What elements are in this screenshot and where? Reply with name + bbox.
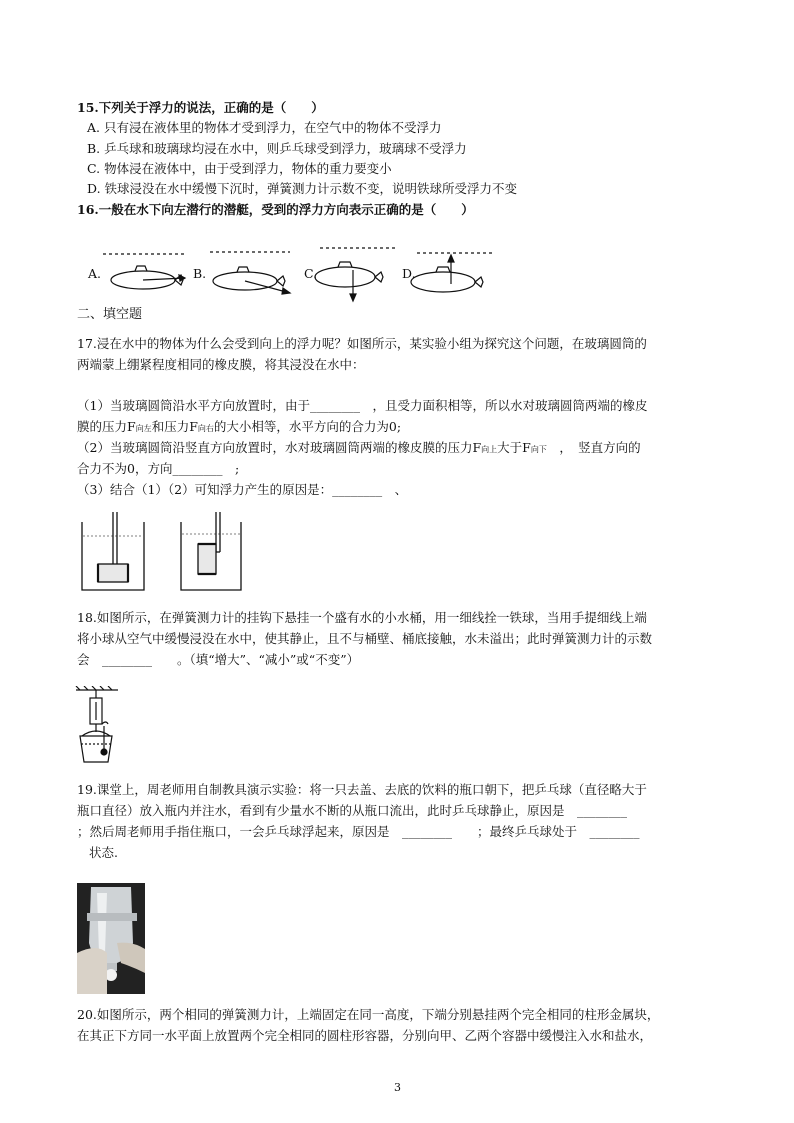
q17-part1-line1: （1）当玻璃圆筒沿水平方向放置时，由于________ ，且受力面积相等，所以水对玻璃圆筒两端的橡皮 xyxy=(77,398,648,413)
q17-part1-line2: 膜的压力F向左和压力F向右的大小相等，水平方向的合力为0; xyxy=(77,419,402,434)
q15-option-b: B. 乒乓球和玻璃球均浸在水中，则乒乓球受到浮力，玻璃球不受浮力 xyxy=(87,141,467,156)
q15-option-a: A. 只有浸在液体里的物体才受到浮力，在空气中的物体不受浮力 xyxy=(87,120,442,135)
q20-line2: 在其正下方同一水平面上放置两个完全相同的圆柱形容器，分别向甲、乙两个容器中缓慢注入水和盐水， xyxy=(77,1028,653,1043)
q17-part3: （3）结合（1）（2）可知浮力产生的原因是：________ 、 xyxy=(77,482,408,497)
submarine-d-icon xyxy=(411,255,483,292)
spring-scale-bucket-figure xyxy=(74,686,124,766)
submarine-b-icon xyxy=(213,267,290,294)
submarine-c-icon xyxy=(315,262,383,301)
q18-line3: 会 ________ 。（填“增大”、“减小”或“不变”） xyxy=(77,652,360,667)
q19-line3: ；然后周老师用手指住瓶口，一会乒乓球浮起来，原因是 ________ ；最终乒乓球处于 ________ xyxy=(77,824,640,839)
q16-stem: 16.一般在水下向左潜行的潜艇，受到的浮力方向表示正确的是（ ） xyxy=(77,202,474,217)
section-title-fill-in: 二、填空题 xyxy=(77,307,143,322)
q16-label-a: A. xyxy=(88,266,102,281)
q16-label-b: B. xyxy=(193,266,207,281)
submarine-options-figure xyxy=(95,244,500,304)
page-number: 3 xyxy=(394,1081,401,1094)
q20-line1: 20.如图所示，两个相同的弹簧测力计，上端固定在同一高度，下端分别悬挂两个完全相同的柱形金属块， xyxy=(77,1007,660,1022)
q16-label-d: D. xyxy=(402,266,416,281)
q18-line1: 18.如图所示，在弹簧测力计的挂钩下悬挂一个盛有水的小水桶，用一细线拴一铁球，当用手提细线上端 xyxy=(77,610,647,625)
q16-label-c: C. xyxy=(304,266,318,281)
q17-line1: 17.浸在水中的物体为什么会受到向上的浮力呢？如图所示，某实验小组为探究这个问题，在玻璃圆筒的 xyxy=(77,336,647,351)
q19-line2: 瓶口直径）放入瓶内并注水，看到有少量水不断的从瓶口流出，此时乒乓球静止，原因是 ________ xyxy=(77,803,628,818)
q15-stem: 15.下列关于浮力的说法，正确的是（ ） xyxy=(77,100,324,115)
q19-line4: 状态. xyxy=(89,845,118,860)
q19-line1: 19.课堂上，周老师用自制教具演示实验：将一只去盖、去底的饮料的瓶口朝下，把乒乓球（直径略大于 xyxy=(77,782,647,797)
q17-part2-line1: （2）当玻璃圆筒沿竖直方向放置时，水对玻璃圆筒两端的橡皮膜的压力F向上大于F向下 ， 竖直方向的 xyxy=(77,440,641,455)
glass-cylinder-figure xyxy=(78,512,243,594)
q18-line2: 将小球从空气中缓慢浸没在水中，使其静止，且不与桶壁、桶底接触，水未溢出；此时弹簧测力计的示数 xyxy=(77,631,653,646)
submarine-a-icon xyxy=(111,266,185,289)
q17-line2: 两端蒙上绷紧程度相同的橡皮膜，将其浸没在水中： xyxy=(77,357,365,372)
q15-option-d: D. 铁球浸没在水中缓慢下沉时，弹簧测力计示数不变，说明铁球所受浮力不变 xyxy=(87,181,518,196)
q17-part2-line2: 合力不为0，方向________ ; xyxy=(77,461,240,476)
q15-option-c: C. 物体浸在液体中，由于受到浮力，物体的重力要变小 xyxy=(87,161,392,176)
bottle-pingpong-photo xyxy=(77,883,145,994)
